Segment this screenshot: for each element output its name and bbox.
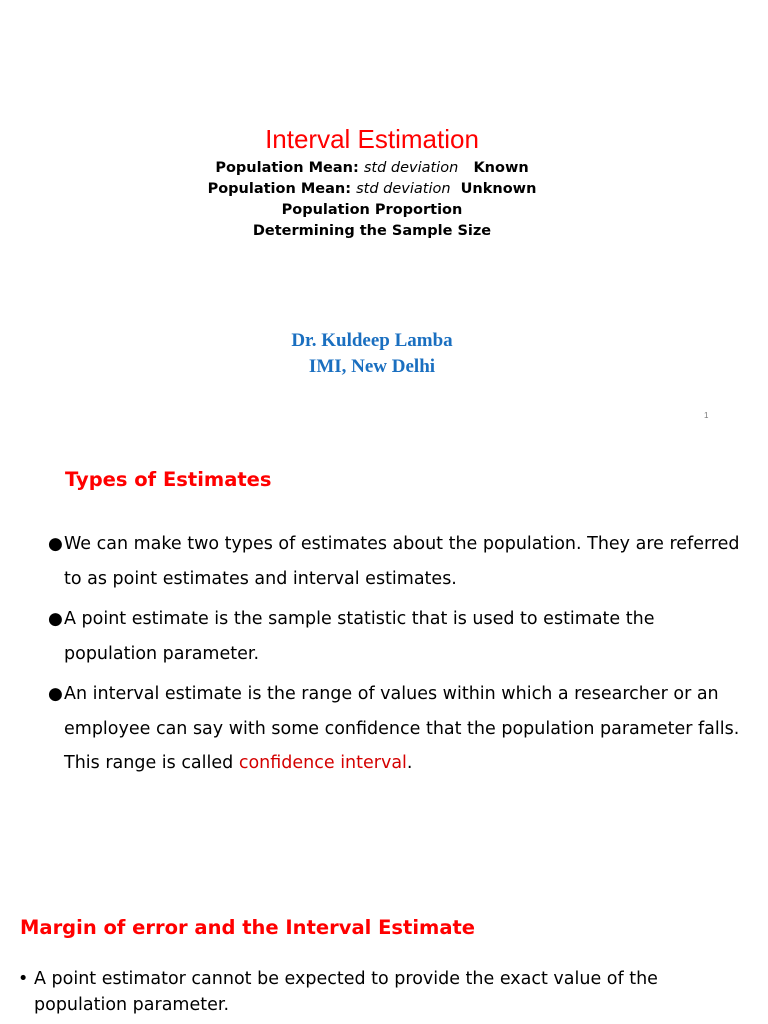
slide-title: Interval Estimation	[265, 124, 479, 154]
list-item	[18, 966, 754, 1018]
bullet-dot-icon: ●	[48, 534, 63, 554]
subtitle-tail: Known	[473, 160, 529, 176]
bullet-dot-icon: ●	[48, 684, 63, 704]
subtitle-tail: Unknown	[460, 181, 537, 197]
subtitle-label: Population Mean:	[215, 160, 359, 176]
bullet-dot-icon: ●	[48, 609, 63, 629]
subtitle-line-4: Determining the Sample Size	[252, 223, 492, 239]
bullet-text: A point estimator cannot be expected to provide the exact value of the population parameter.	[34, 969, 658, 1015]
author-affiliation: IMI, New Delhi	[308, 356, 436, 377]
bullet-text: We can make two types of estimates about the population. They are referred to as point estimates and interval estimates.	[64, 534, 740, 589]
subtitle-label: Population Mean:	[207, 181, 352, 197]
highlighted-term: confidence interval	[238, 753, 407, 773]
subtitle-line-3: Population Proportion	[281, 202, 463, 218]
list-item	[48, 677, 748, 781]
bullet-list	[48, 527, 748, 787]
bullet-text: A point estimate is the sample statistic that is used to estimate the population parameter.	[64, 609, 655, 664]
section-title-margin-of-error: Margin of error and the Interval Estimate	[20, 916, 476, 939]
list-item	[48, 527, 748, 596]
page-number: 1	[704, 411, 709, 420]
bullet-dot-icon: •	[18, 969, 29, 989]
subtitle-italic: std deviation	[363, 160, 459, 176]
bullet-text-end: .	[406, 753, 413, 773]
section-title-types-of-estimates: Types of Estimates	[65, 468, 272, 491]
subtitle-italic: std deviation	[356, 181, 451, 197]
subtitle-line-2	[0, 179, 744, 200]
subtitle-line-1	[0, 158, 744, 179]
author-name: Dr. Kuldeep Lamba	[291, 330, 453, 351]
bullet-text: An interval estimate is the range of values within which a researcher or an employee can say with some confidence that the population parameter falls. This range is called	[64, 684, 740, 773]
list-item	[48, 602, 748, 671]
